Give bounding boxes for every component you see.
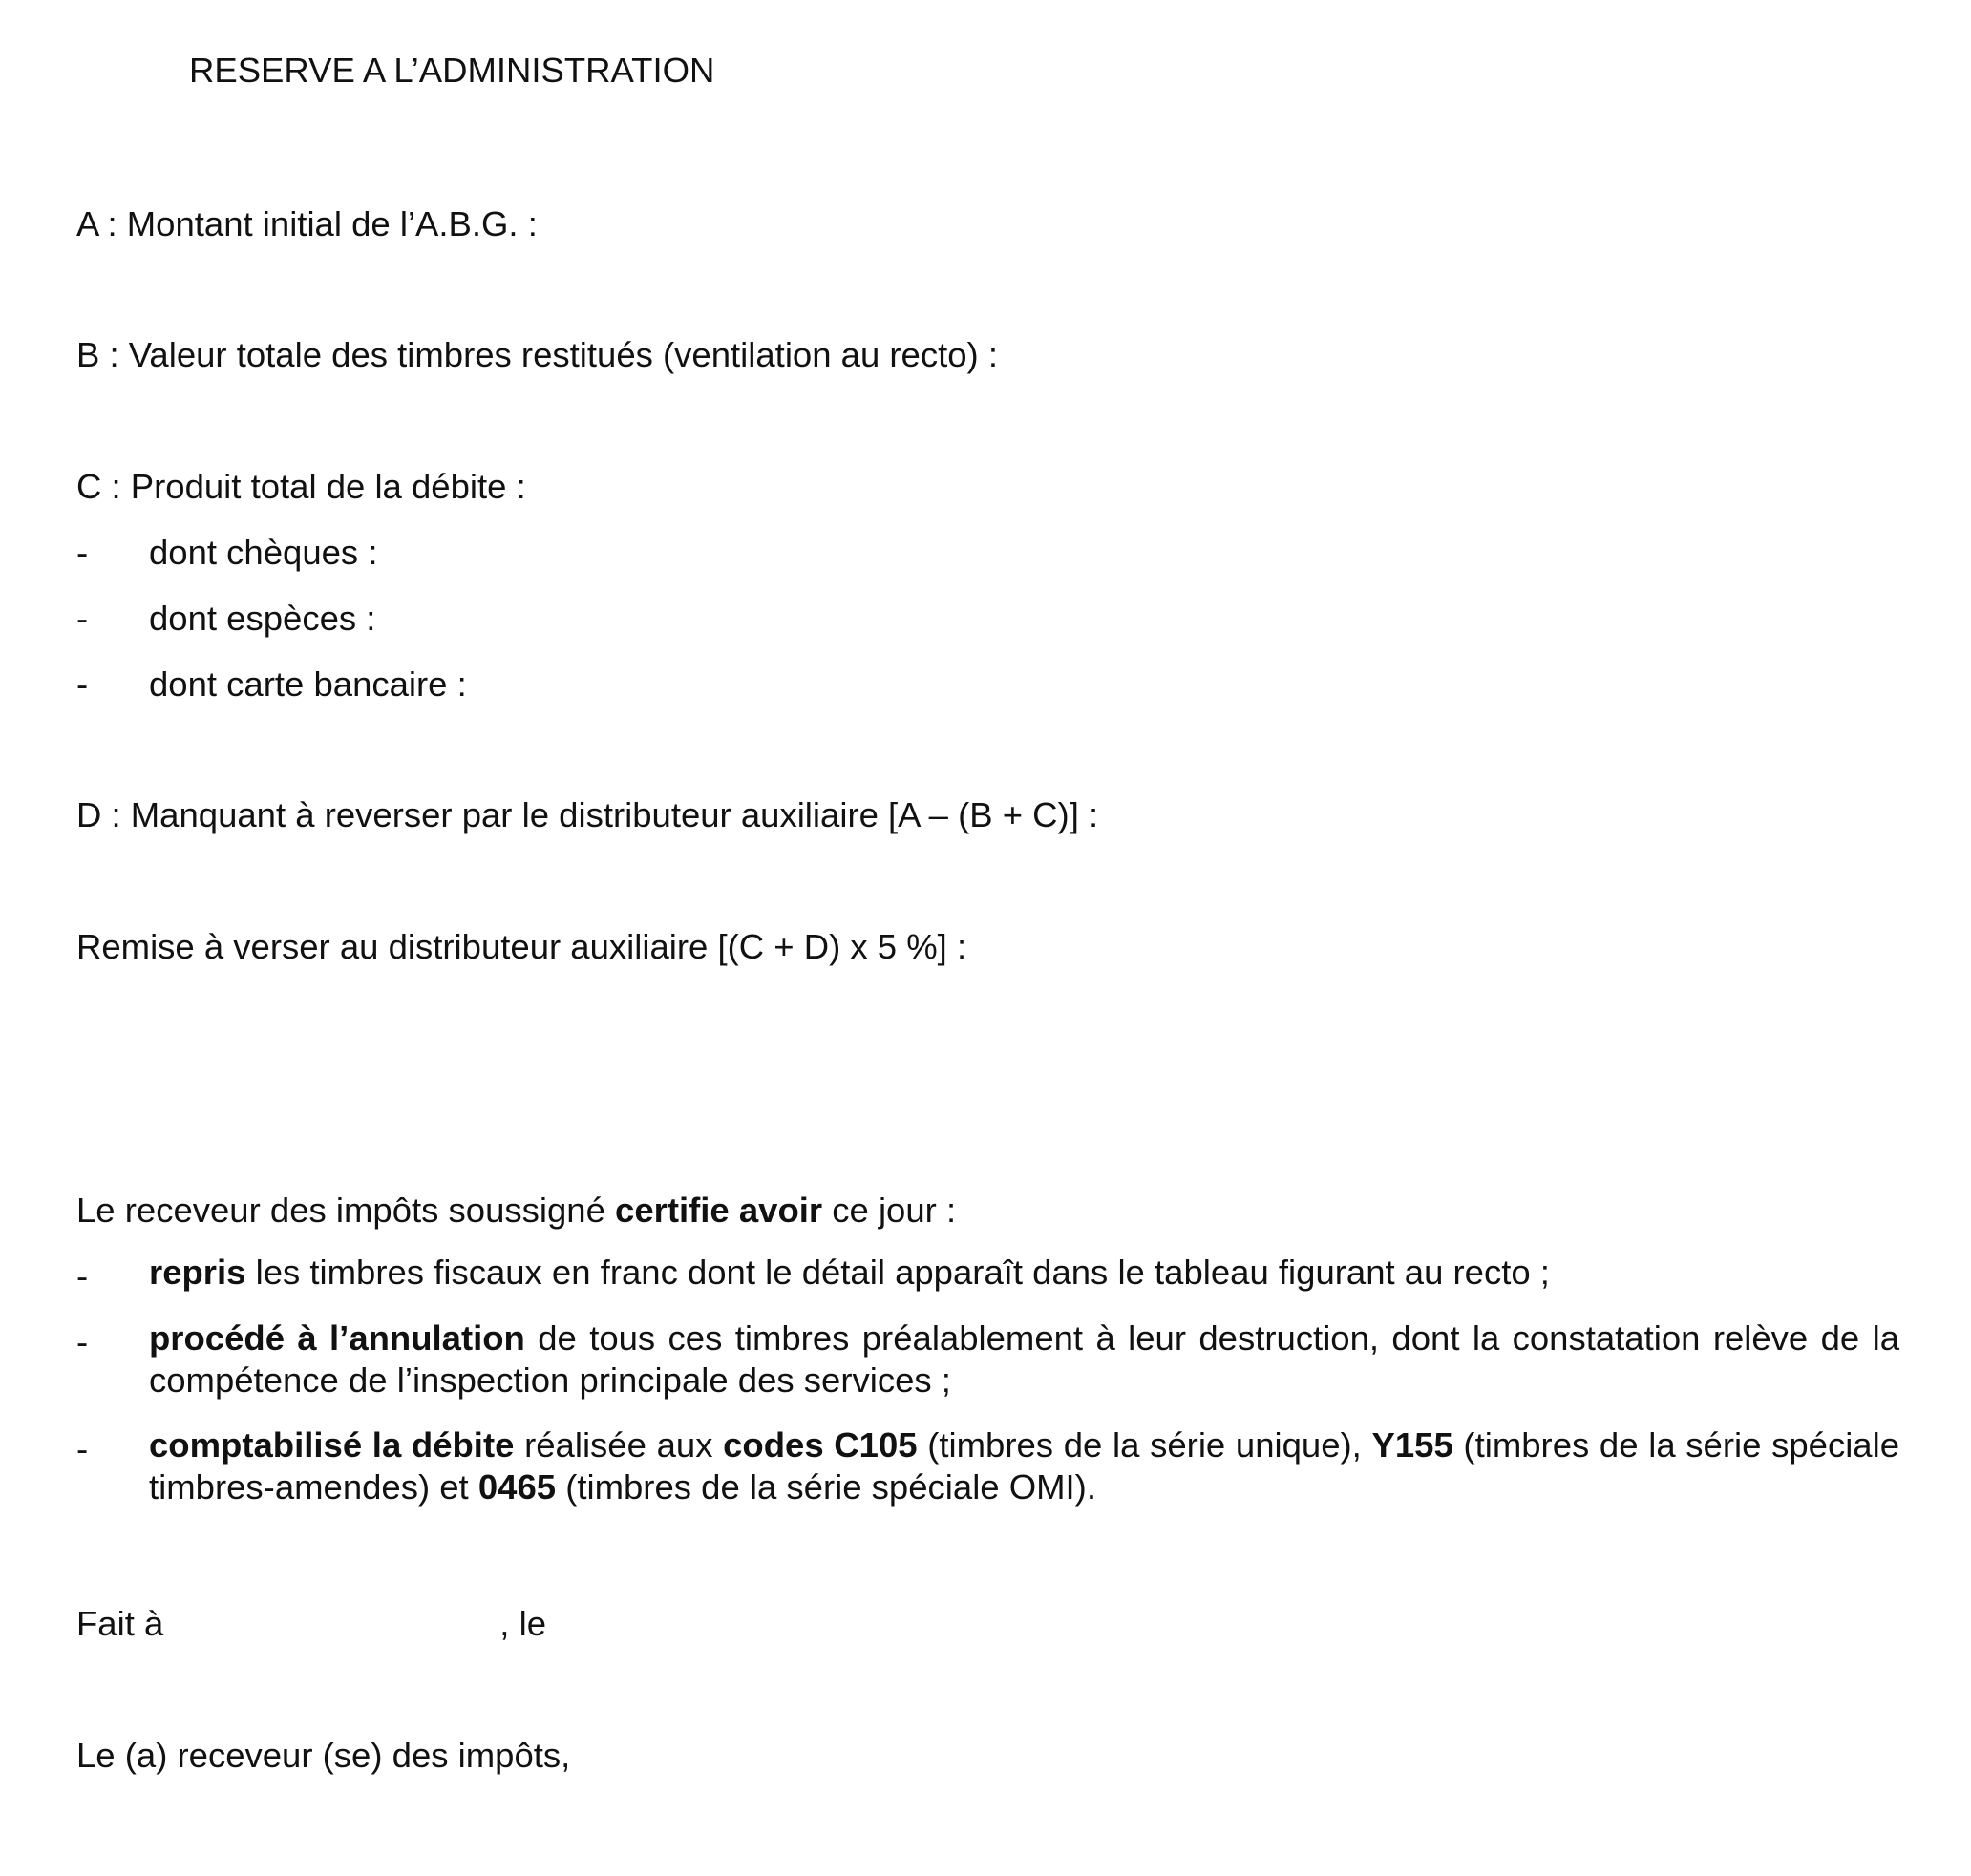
certification-intro-text: Le receveur des impôts soussigné: [76, 1191, 616, 1230]
remise-label: Remise à verser au distributeur auxiliaire [(C + D) x 5 %] :: [76, 927, 967, 966]
certification-intro-bold: certifie avoir: [615, 1191, 823, 1230]
certification-item-repris: [149, 1252, 1899, 1294]
signature-label: Le (a) receveur (se) des impôts,: [76, 1736, 571, 1775]
item-bold: comptabilisé la débite: [149, 1425, 515, 1465]
list-bullet: -: [76, 533, 89, 572]
certification-intro-end: ce jour :: [822, 1191, 957, 1230]
field-d-label: D : Manquant à reverser par le distributeur auxiliaire [A – (B + C)] :: [76, 795, 1099, 834]
list-bullet: -: [76, 599, 89, 638]
code-0465: 0465: [477, 1467, 557, 1507]
list-bullet: -: [76, 1429, 89, 1468]
field-c-especes-label: dont espèces :: [149, 599, 376, 638]
field-a-label: A : Montant initial de l’A.B.G. :: [76, 204, 538, 243]
field-b-label: B : Valeur totale des timbres restitués (ventilation au recto) :: [76, 335, 998, 374]
fait-a-label: Fait à: [76, 1604, 164, 1643]
field-c-cheques-label: dont chèques :: [149, 533, 378, 572]
certification-item-annulation: [149, 1317, 1899, 1402]
list-bullet: -: [76, 1256, 89, 1296]
item-text: de tous ces timbres préalablement à leur destruction, dont la constatation relève de la compétence de l’inspection principale des services ;: [149, 1318, 1899, 1400]
item-text: réalisée aux: [514, 1425, 724, 1465]
code-c105: codes C105: [723, 1425, 918, 1465]
item-bold: procédé à l’annulation: [149, 1318, 525, 1358]
date-label: , le: [499, 1604, 546, 1643]
certification-item-comptabilise: [149, 1424, 1899, 1508]
fait-a-line: [76, 1604, 546, 1643]
list-bullet: -: [76, 664, 89, 704]
certification-intro: [76, 1193, 956, 1229]
field-c-label: C : Produit total de la débite :: [76, 467, 526, 506]
page-title: RESERVE A L’ADMINISTRATION: [189, 51, 715, 90]
field-c-carte-label: dont carte bancaire :: [149, 664, 467, 704]
item-bold: repris: [149, 1253, 246, 1292]
list-bullet: -: [76, 1322, 89, 1361]
item-text: les timbres fiscaux en franc dont le détail apparaît dans le tableau figurant au recto ;: [245, 1253, 1550, 1292]
item-text: (timbres de la série spéciale timbres-amendes) et: [149, 1425, 1900, 1507]
code-y155: Y155: [1371, 1425, 1453, 1465]
item-text: (timbres de la série spéciale OMI).: [556, 1467, 1096, 1507]
item-text: (timbres de la série unique),: [917, 1425, 1372, 1465]
